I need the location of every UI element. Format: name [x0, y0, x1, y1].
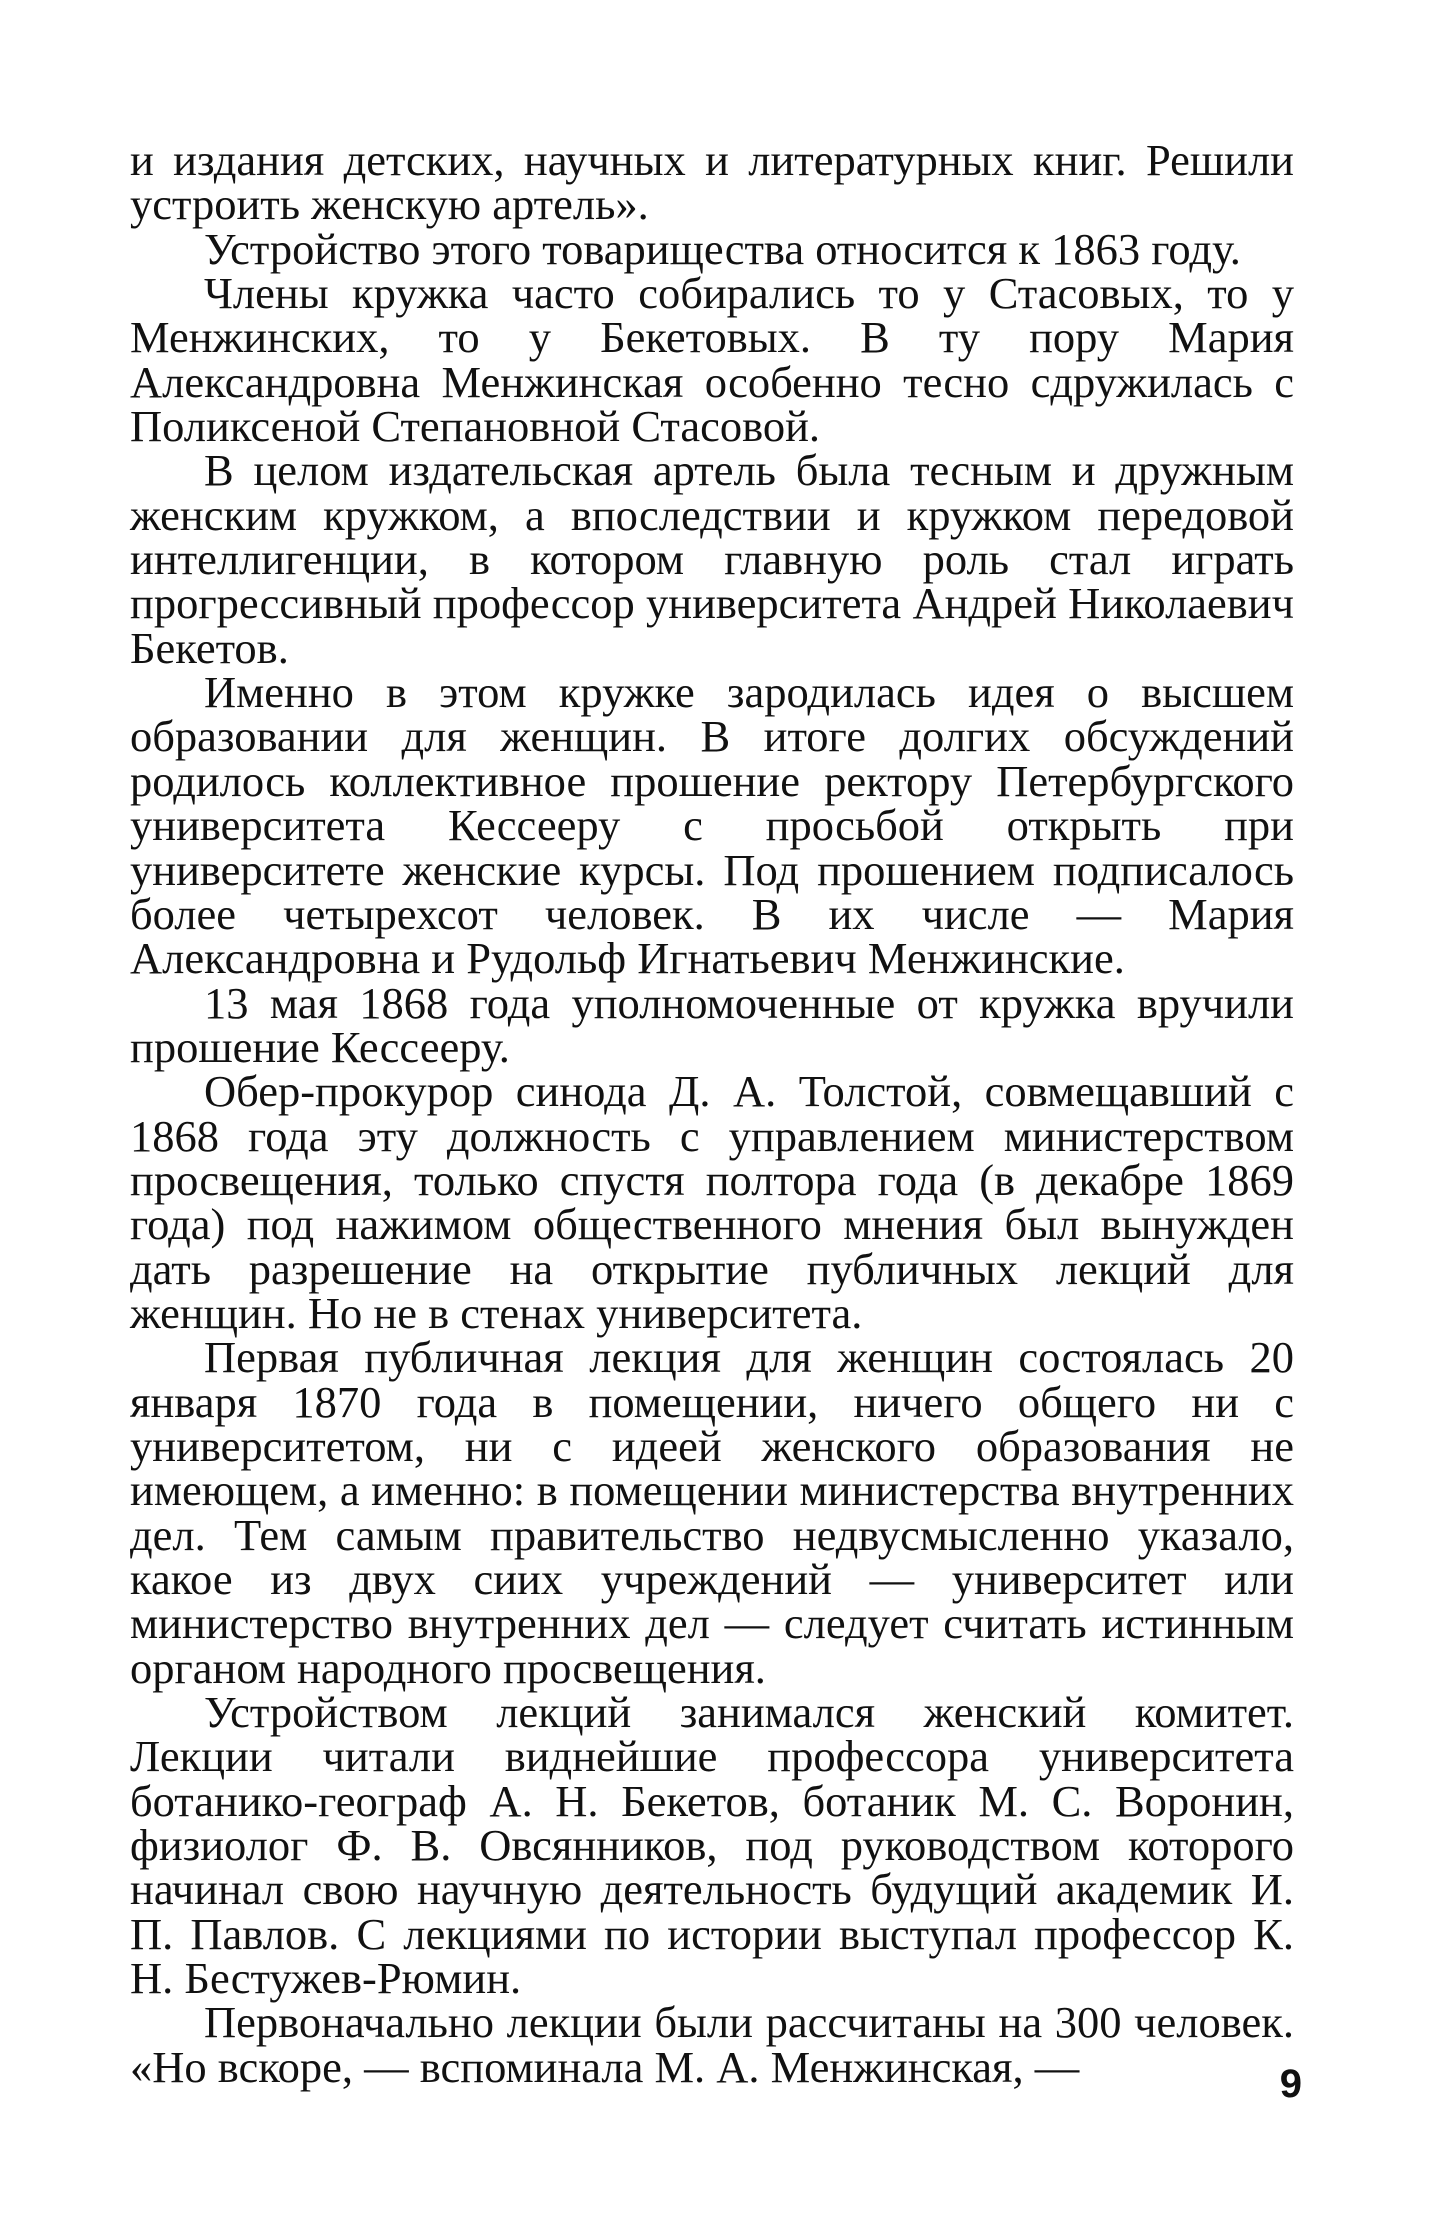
paragraph: Устройством лекций занимался женский комитет. Лекции читали виднейшие профессора университета ботанико-географ А. Н. Бекетов, ботаник М. С. Воронин, физиолог Ф. В. Овсянников, под руководством которого начинал свою научную деятельность будущий академик И. П. Павлов. С лекциями по истории выступал профессор К. Н. Бестужев-Рюмин.	[130, 1687, 1294, 2004]
paragraph: Обер-прокурор синода Д. А. Толстой, совмещавший с 1868 года эту должность с управлением министерством просвещения, только спустя полтора года (в декабре 1869 года) под нажимом общественного мнения был вынужден дать разрешение на открытие публичных лекций для женщин. Но не в стенах университета.	[130, 1066, 1294, 1338]
paragraph-continuation: и издания детских, научных и литературных книг. Решили устроить женскую артель».	[130, 135, 1294, 230]
paragraph: 13 мая 1868 года уполномоченные от кружка вручили прошение Кессееру.	[130, 977, 1294, 1072]
paragraph: В целом издательская артель была тесным и дружным женским кружком, а впоследствии и кружком передовой интеллигенции, в котором главную роль стал играть прогрессивный профессор университета Андрей Николаевич Бекетов.	[130, 445, 1294, 673]
page-number: 9	[1279, 2062, 1302, 2106]
page-body	[130, 135, 1294, 2092]
paragraph: Члены кружка часто собирались то у Стасовых, то у Менжинских, то у Бекетовых. В ту пору Мария Александровна Менжинская особенно тесно сдружилась с Поликсеной Степановной Стасовой.	[130, 268, 1294, 452]
paragraph: Первоначально лекции были рассчитаны на 300 человек. «Но вскоре, — вспоминала М. А. Менжинская, —	[130, 1997, 1294, 2092]
paragraph: Именно в этом кружке зародилась идея о высшем образовании для женщин. В итоге долгих обсуждений родилось коллективное прошение ректору Петербургского университета Кессееру с просьбой открыть при университете женские курсы. Под прошением подписалось более четырехсот человек. В их числе — Мария Александровна и Рудольф Игнатьевич Менжинские.	[130, 667, 1294, 984]
paragraph: Первая публичная лекция для женщин состоялась 20 января 1870 года в помещении, ничего общего ни с университетом, ни с идеей женского образования не имеющем, а именно: в помещении министерства внутренних дел. Тем самым правительство недвусмысленно указало, какое из двух сиих учреждений — университет или министерство внутренних дел — следует считать истинным органом народного просвещения.	[130, 1332, 1294, 1693]
paragraph: Устройство этого товарищества относится к 1863 году.	[204, 223, 1241, 274]
